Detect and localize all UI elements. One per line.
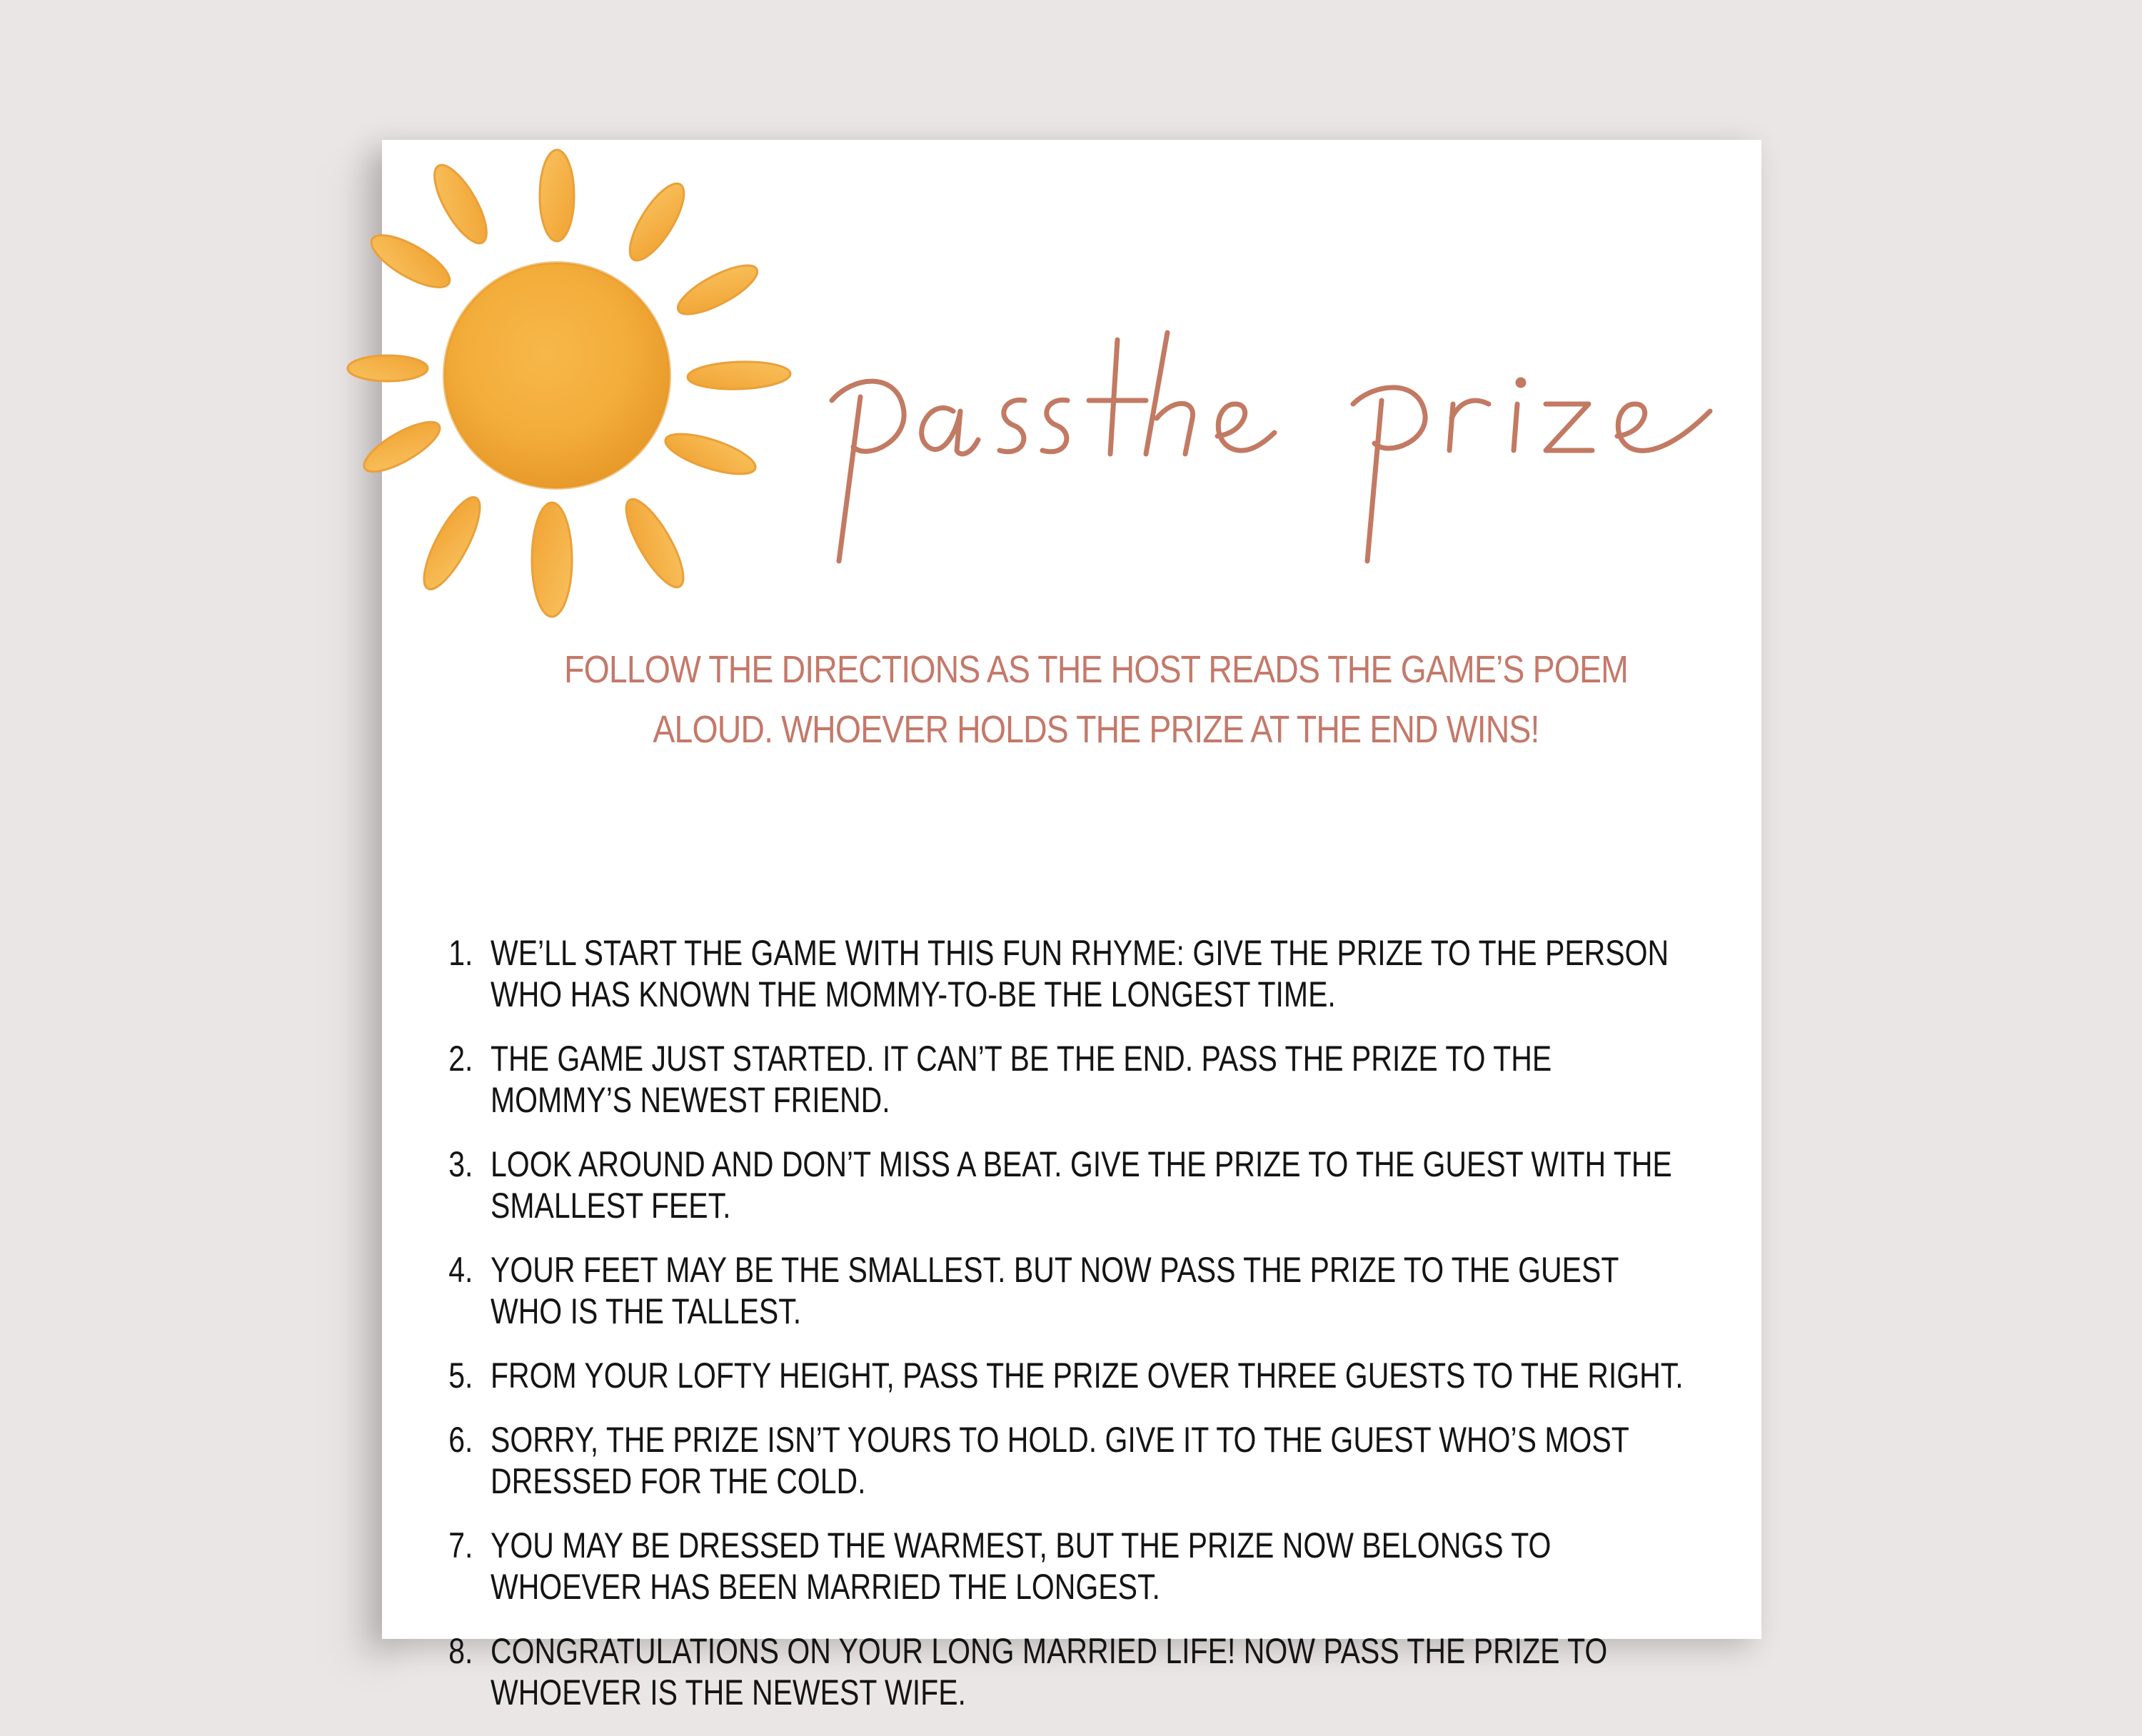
list-item xyxy=(432,932,1691,1015)
step-text: WE’LL START THE GAME WITH THIS FUN RHYME: GIVE THE PRIZE TO THE PERSON WHO HAS KNOWN THE MOMMY-TO-BE THE LONGEST TIME. xyxy=(491,933,1669,1014)
step-text: SORRY, THE PRIZE ISN’T YOURS TO HOLD. GIVE IT TO THE GUEST WHO’S MOST DRESSED FOR THE COLD. xyxy=(491,1420,1629,1501)
step-text: THE GAME JUST STARTED. IT CAN’T BE THE END. PASS THE PRIZE TO THE MOMMY’S NEWEST FRIEND. xyxy=(491,1039,1552,1120)
step-text: CONGRATULATIONS ON YOUR LONG MARRIED LIFE! NOW PASS THE PRIZE TO WHOEVER IS THE NEWEST WIFE. xyxy=(491,1631,1608,1712)
page-title xyxy=(810,333,1739,568)
step-number: 2. xyxy=(448,1039,473,1079)
step-number: 5. xyxy=(448,1356,473,1396)
list-item xyxy=(432,1144,1691,1226)
sun-icon xyxy=(382,140,810,654)
list-item xyxy=(432,1038,1691,1121)
step-number: 1. xyxy=(448,933,473,973)
step-text: YOU MAY BE DRESSED THE WARMEST, BUT THE PRIZE NOW BELONGS TO WHOEVER HAS BEEN MARRIED THE LONGEST. xyxy=(491,1525,1552,1607)
steps-list xyxy=(432,932,1789,1736)
printable-sheet xyxy=(382,140,1761,1712)
list-item xyxy=(432,1355,1691,1396)
list-item xyxy=(432,1419,1691,1502)
step-number: 3. xyxy=(448,1144,473,1184)
list-item xyxy=(432,1630,1691,1713)
step-number: 7. xyxy=(448,1525,473,1565)
step-text: FROM YOUR LOFTY HEIGHT, PASS THE PRIZE OVER THREE GUESTS TO THE RIGHT. xyxy=(491,1356,1684,1396)
step-text: LOOK AROUND AND DON’T MISS A BEAT. GIVE THE PRIZE TO THE GUEST WITH THE SMALLEST FEET. xyxy=(491,1144,1672,1226)
list-item xyxy=(432,1249,1691,1332)
step-text: YOUR FEET MAY BE THE SMALLEST. BUT NOW PASS THE PRIZE TO THE GUEST WHO IS THE TALLEST. xyxy=(491,1250,1619,1331)
step-number: 8. xyxy=(448,1631,473,1671)
list-item xyxy=(432,1525,1691,1608)
step-number: 6. xyxy=(448,1420,473,1460)
directions-text: FOLLOW THE DIRECTIONS AS THE HOST READS THE GAME’S POEM ALOUD. WHOEVER HOLDS THE PRIZE AT THE END WINS! xyxy=(564,648,1628,751)
step-number: 4. xyxy=(448,1250,473,1290)
